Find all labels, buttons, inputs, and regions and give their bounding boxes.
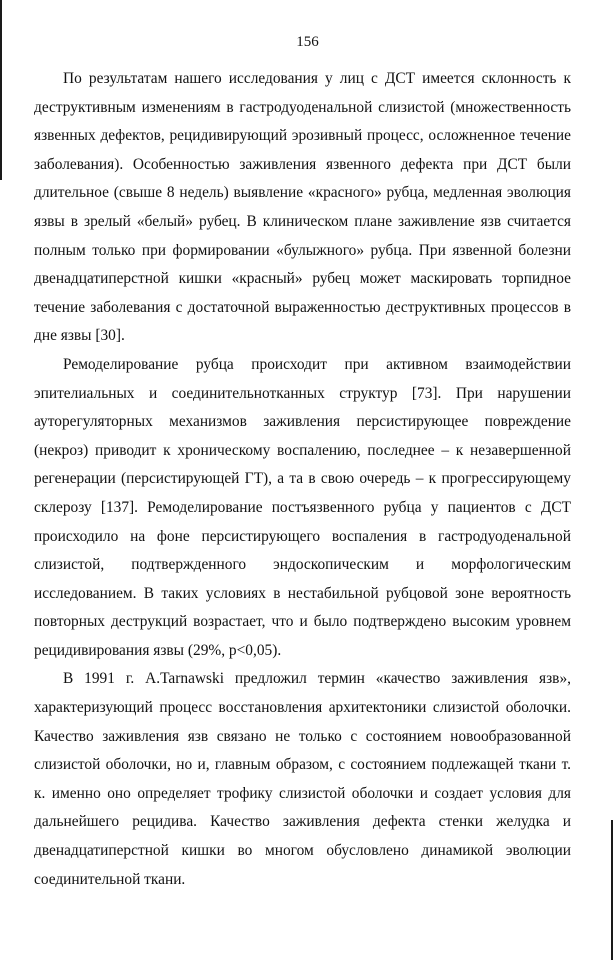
paragraph: Ремоделирование рубца происходит при активном взаимодействии эпителиальных и соединительнотканных структур [73]. При нарушении ауторегуляторных механизмов заживления персистирующее повреждение (некроз) приводит к хроническому воспалению, последнее – к незавершенной регенерации (персистирующей ГТ), а та в свою очередь – к прогрессирующему склерозу [137]. Ремоделирование постъязвенного рубца у пациентов с ДСТ происходило на фоне персистирующего воспаления в гастродуоденальной слизистой, подтвержденного эндоскопическим и морфологическим исследованием. В таких условиях в нестабильной рубцовой зоне вероятность повторных деструкций возрастает, что и было подтверждено высоким уровнем рецидивирования язвы (29%, p<0,05). — [34, 355, 571, 659]
paragraph: В 1991 г. A.Tarnawski предложил термин «качество заживления язв», характеризующий процесс восстановления архитектоники слизистой оболочки. Качество заживления язв связано не только с состоянием новообразованной слизистой оболочки, но и, главным образом, с состоянием подлежащей ткани т. к. именно оно определяет трофику слизистой оболочки и создает условия для дальнейшего рецидива. Качество заживления дефекта стенки желудка и двенадцатиперстной кишки во многом обусловлено динамикой эволюции соединительной ткани. — [34, 670, 571, 888]
scan-edge-left — [0, 0, 2, 180]
page-number: 156 — [296, 34, 319, 50]
paragraph: По результатам нашего исследования у лиц с ДСТ имеется склонность к деструктивным изменениям в гастродуоденальной слизистой (множественность язвенных дефектов, рецидивирующий эрозивный процесс, осложненное течение заболевания). Особенностью заживления язвенного дефекта при ДСТ были длительное (свыше 8 недель) выявление «красного» рубца, медленная эволюция язвы в зрелый «белый» рубец. В клиническом плане заживление язв считается полным только при формировании «булыжного» рубца. При язвенной болезни двенадцатиперстной кишки «красный» рубец может маскировать торпидное течение заболевания с достаточной выраженностью деструктивных процессов в дне язвы [30]. — [34, 70, 571, 345]
scan-edge-right — [611, 820, 613, 960]
document-body — [34, 65, 571, 894]
